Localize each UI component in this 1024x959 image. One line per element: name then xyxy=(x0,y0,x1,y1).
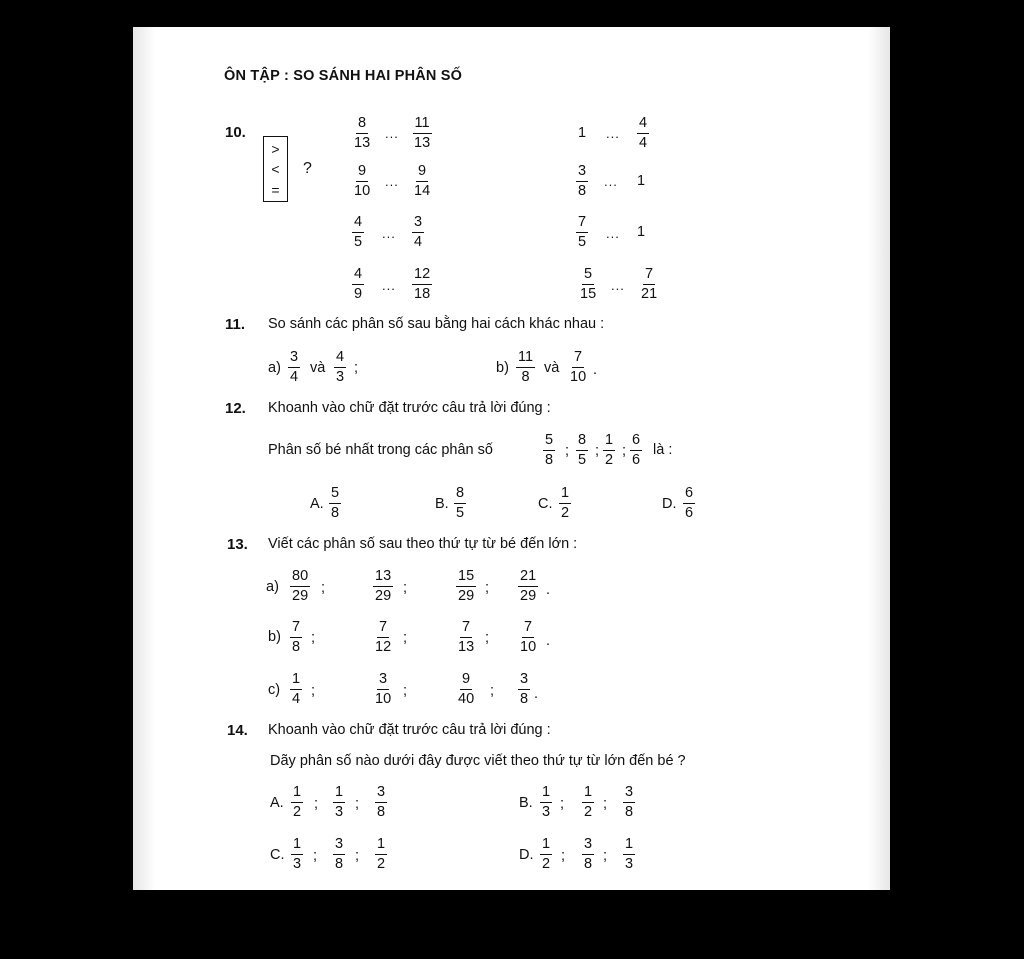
q10-right3-b: 1 xyxy=(637,224,646,240)
q13b-frac4: $\frac{7}{10}$ xyxy=(520,619,537,655)
q10-left2-b: $\frac{9}{14}$ xyxy=(414,163,431,199)
q13-sep: ; xyxy=(490,683,495,699)
q13-sep: ; xyxy=(403,630,408,646)
q11-text: So sánh các phân số sau bằng hai cách khác nhau : xyxy=(268,316,605,332)
q13b-frac3: $\frac{7}{13}$ xyxy=(458,619,475,655)
q12-prompt: Phân số bé nhất trong các phân số xyxy=(268,442,493,458)
q12-text: Khoanh vào chữ đặt trước câu trả lời đúng : xyxy=(268,400,551,416)
q14-text: Khoanh vào chữ đặt trước câu trả lời đúng : xyxy=(268,722,551,738)
q14-option-a-frac2[interactable]: $\frac{1}{3}$ xyxy=(335,784,344,820)
q13c-frac3: $\frac{9}{40}$ xyxy=(458,671,475,707)
q14-sep: ; xyxy=(560,796,565,812)
q14-option-b-label[interactable]: B. xyxy=(519,795,533,811)
q13a-label: a) xyxy=(266,579,279,595)
q14-sep: ; xyxy=(603,796,608,812)
q11a-end: ; xyxy=(354,360,359,376)
q14-option-c-frac2[interactable]: $\frac{3}{8}$ xyxy=(335,836,344,872)
page-right-shadow xyxy=(868,27,890,890)
q12-frac2: $\frac{8}{5}$ xyxy=(578,432,587,468)
q11b-frac1: $\frac{11}{8}$ xyxy=(518,349,534,385)
q10-dots: ... xyxy=(382,226,396,241)
q14-option-b-frac1[interactable]: $\frac{1}{3}$ xyxy=(542,784,551,820)
q10-dots: ... xyxy=(385,174,399,189)
q13-end: . xyxy=(534,686,539,702)
q10-right4-b: $\frac{7}{21}$ xyxy=(641,266,658,302)
q14-sep: ; xyxy=(603,848,608,864)
q13a-frac4: $\frac{21}{29}$ xyxy=(520,568,537,604)
q11a-conj: và xyxy=(310,360,326,376)
q12-option-c-frac[interactable]: $\frac{1}{2}$ xyxy=(561,485,570,521)
q12-option-c-label[interactable]: C. xyxy=(538,496,553,512)
q11b-conj: và xyxy=(544,360,560,376)
q13-sep: ; xyxy=(403,683,408,699)
q13-sep: ; xyxy=(321,580,326,596)
q12-tail: là : xyxy=(653,442,673,458)
q11b-label: b) xyxy=(496,360,509,376)
q10-dots: ... xyxy=(382,278,396,293)
q10-dots: ... xyxy=(611,278,625,293)
q14-sep: ; xyxy=(561,848,566,864)
q13a-frac2: $\frac{13}{29}$ xyxy=(375,568,392,604)
q10-dots: ... xyxy=(606,126,620,141)
q10-right2-a: $\frac{3}{8}$ xyxy=(578,163,587,199)
q13c-frac4: $\frac{3}{8}$ xyxy=(520,671,529,707)
q14-prompt: Dãy phân số nào dưới đây được viết theo thứ tự từ lớn đến bé ? xyxy=(270,753,686,769)
q12-number: 12. xyxy=(225,400,246,417)
q14-option-d-frac2[interactable]: $\frac{3}{8}$ xyxy=(584,836,593,872)
q10-left2-a: $\frac{9}{10}$ xyxy=(354,163,371,199)
q12-sep: ; xyxy=(622,443,627,459)
q11a-frac1: $\frac{3}{4}$ xyxy=(290,349,299,385)
q10-right2-b: 1 xyxy=(637,173,646,189)
q12-frac4: $\frac{6}{6}$ xyxy=(632,432,641,468)
q14-sep: ; xyxy=(314,796,319,812)
q10-number: 10. xyxy=(225,124,246,141)
q14-option-a-frac3[interactable]: $\frac{3}{8}$ xyxy=(377,784,386,820)
q12-option-d-frac[interactable]: $\frac{6}{6}$ xyxy=(685,485,694,521)
q10-dots: ... xyxy=(604,174,618,189)
q12-option-a-label[interactable]: A. xyxy=(310,496,324,512)
q14-option-a-frac1[interactable]: $\frac{1}{2}$ xyxy=(293,784,302,820)
q14-option-c-frac1[interactable]: $\frac{1}{3}$ xyxy=(293,836,302,872)
q13c-frac2: $\frac{3}{10}$ xyxy=(375,671,392,707)
q14-sep: ; xyxy=(355,796,360,812)
q11-number: 11. xyxy=(225,316,246,333)
q13-sep: ; xyxy=(311,630,316,646)
page-title: ÔN TẬP : SO SÁNH HAI PHÂN SỐ xyxy=(224,68,463,84)
q14-option-d-frac3[interactable]: $\frac{1}{3}$ xyxy=(625,836,634,872)
q14-sep: ; xyxy=(313,848,318,864)
q10-right3-a: $\frac{7}{5}$ xyxy=(578,214,587,250)
q10-left3-b: $\frac{3}{4}$ xyxy=(414,214,423,250)
q10-left1-a: $\frac{8}{13}$ xyxy=(354,115,371,151)
q10-symbol-equal: = xyxy=(271,182,280,198)
q13-number: 13. xyxy=(227,536,248,553)
q10-left1-b: $\frac{11}{13}$ xyxy=(414,115,431,151)
q13-text: Viết các phân số sau theo thứ tự từ bé đến lớn : xyxy=(268,536,578,552)
q14-option-d-frac1[interactable]: $\frac{1}{2}$ xyxy=(542,836,551,872)
q10-question-mark: ? xyxy=(303,160,312,177)
q11a-label: a) xyxy=(268,360,281,376)
q13b-frac2: $\frac{7}{12}$ xyxy=(375,619,392,655)
q10-symbol-box xyxy=(263,136,288,202)
q13-end: . xyxy=(546,633,551,649)
q13b-label: b) xyxy=(268,629,281,645)
q13a-frac1: $\frac{80}{29}$ xyxy=(292,568,309,604)
q10-right4-a: $\frac{5}{15}$ xyxy=(580,266,597,302)
q13b-frac1: $\frac{7}{8}$ xyxy=(292,619,301,655)
q14-option-c-frac3[interactable]: $\frac{1}{2}$ xyxy=(377,836,386,872)
q11b-frac2: $\frac{7}{10}$ xyxy=(570,349,587,385)
q10-left4-a: $\frac{4}{9}$ xyxy=(354,266,363,302)
q13c-label: c) xyxy=(268,682,281,698)
q14-option-a-label[interactable]: A. xyxy=(270,795,284,811)
q12-option-b-label[interactable]: B. xyxy=(435,496,449,512)
q10-left4-b: $\frac{12}{18}$ xyxy=(414,266,431,302)
q11b-end: . xyxy=(593,362,598,378)
q14-number: 14. xyxy=(227,722,248,739)
q13-sep: ; xyxy=(485,580,490,596)
q10-left3-a: $\frac{4}{5}$ xyxy=(354,214,363,250)
q12-sep: ; xyxy=(595,443,600,459)
page-left-shadow xyxy=(133,27,155,890)
q13-sep: ; xyxy=(403,580,408,596)
q11a-frac2: $\frac{4}{3}$ xyxy=(336,349,345,385)
q12-option-b-frac[interactable]: $\frac{8}{5}$ xyxy=(456,485,465,521)
q12-option-a-frac[interactable]: $\frac{5}{8}$ xyxy=(331,485,340,521)
q14-sep: ; xyxy=(355,848,360,864)
q10-symbol-greater: > xyxy=(271,141,280,157)
q13c-frac1: $\frac{1}{4}$ xyxy=(292,671,301,707)
q12-frac1: $\frac{5}{8}$ xyxy=(545,432,554,468)
q13-sep: ; xyxy=(311,683,316,699)
q14-option-b-frac3[interactable]: $\frac{3}{8}$ xyxy=(625,784,634,820)
q10-right1-a: 1 xyxy=(578,125,587,141)
q10-dots: ... xyxy=(385,126,399,141)
q14-option-d-label[interactable]: D. xyxy=(519,847,534,863)
q12-frac3: $\frac{1}{2}$ xyxy=(605,432,614,468)
q12-sep: ; xyxy=(565,443,570,459)
q13-sep: ; xyxy=(485,630,490,646)
q10-dots: ... xyxy=(606,226,620,241)
q14-option-c-label[interactable]: C. xyxy=(270,847,285,863)
q12-option-d-label[interactable]: D. xyxy=(662,496,677,512)
q10-right1-b: $\frac{4}{4}$ xyxy=(639,115,648,151)
q10-symbol-less: < xyxy=(271,161,280,177)
q13a-frac3: $\frac{15}{29}$ xyxy=(458,568,475,604)
q13-end: . xyxy=(546,582,551,598)
q14-option-b-frac2[interactable]: $\frac{1}{2}$ xyxy=(584,784,593,820)
